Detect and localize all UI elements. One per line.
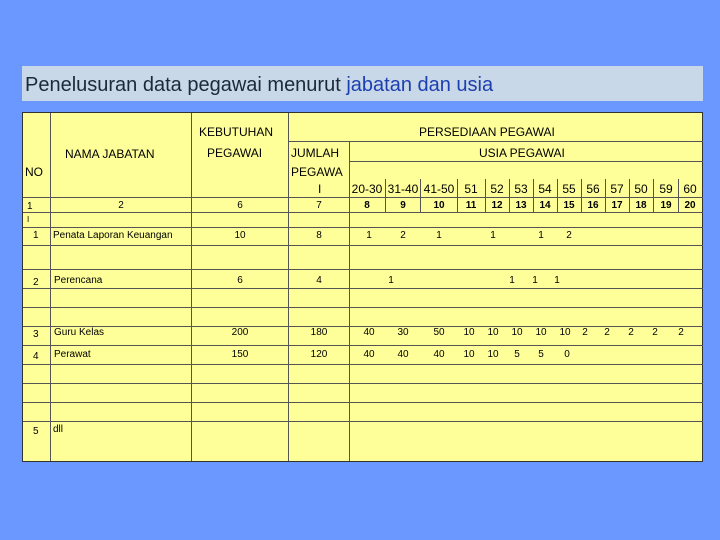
row-value: 10 [511, 327, 523, 338]
row-value: 2 [652, 327, 658, 338]
header-jumlah-pegawa: PEGAWA [291, 165, 343, 179]
row-value: 1 [532, 275, 538, 286]
row-no: 1 [33, 230, 39, 241]
row-value: 10 [463, 327, 475, 338]
row-jabatan: Guru Kelas [54, 327, 105, 338]
row-value: 50 [433, 327, 445, 338]
data-table [22, 112, 703, 462]
grid-line [629, 179, 630, 212]
row-no: 4 [33, 351, 39, 362]
row-jabatan: dll [53, 424, 64, 435]
grid-line [23, 212, 703, 213]
grid-line [557, 179, 558, 212]
row-value: 2 [582, 327, 588, 338]
row-value: 2 [678, 327, 684, 338]
age-group-header: 20-30 [351, 182, 383, 196]
col-number: 19 [660, 200, 672, 211]
grid-line [23, 345, 703, 346]
row-jumlah: 8 [316, 230, 322, 241]
row-value: 30 [397, 327, 409, 338]
row-value: 1 [436, 230, 442, 241]
grid-line [350, 161, 703, 162]
row-value: 1 [509, 275, 515, 286]
grid-line [457, 179, 458, 212]
col-number: 9 [400, 200, 406, 211]
row-value: 5 [514, 349, 520, 360]
col-number: 7 [316, 200, 322, 211]
row-value: 40 [397, 349, 409, 360]
col-number: 20 [684, 200, 696, 211]
row-jumlah: 180 [310, 327, 328, 338]
grid-line [581, 179, 582, 212]
row-kebutuhan: 200 [231, 327, 249, 338]
age-group-header: 52 [490, 182, 504, 196]
row-value: 1 [554, 275, 560, 286]
age-group-header: 59 [659, 182, 673, 196]
age-group-header: 54 [538, 182, 552, 196]
grid-line [23, 402, 703, 403]
row-no: 2 [33, 277, 39, 288]
header-kebutuhan-pegawai: PEGAWAI [207, 146, 263, 160]
col-number: 10 [433, 200, 445, 211]
row-kebutuhan: 150 [231, 349, 249, 360]
row-value: 1 [366, 230, 372, 241]
col-number: 2 [118, 200, 124, 211]
row-value: 1 [490, 230, 496, 241]
age-group-header: 55 [562, 182, 576, 196]
col-number: 6 [237, 200, 243, 211]
grid-line [385, 179, 386, 212]
row-value: 40 [363, 327, 375, 338]
header-usia: USIA PEGAWAI [479, 146, 565, 160]
header-no: NO [25, 165, 43, 179]
grid-line [288, 113, 289, 461]
row-jabatan: Perawat [54, 349, 91, 360]
col-number: 18 [635, 200, 647, 211]
grid-line [50, 113, 51, 461]
row-jabatan: Perencana [54, 275, 103, 286]
col-number: 11 [465, 200, 477, 211]
col-number: 1 [27, 201, 33, 212]
row-value: 1 [538, 230, 544, 241]
grid-line [23, 227, 703, 228]
row-value: 10 [559, 327, 571, 338]
age-group-header: 57 [610, 182, 624, 196]
grid-line [23, 421, 703, 422]
col-number: 17 [611, 200, 623, 211]
col-number: 14 [539, 200, 551, 211]
grid-line [349, 141, 350, 461]
age-group-header: 50 [634, 182, 648, 196]
header-jumlah: JUMLAH [291, 146, 340, 160]
grid-line [678, 179, 679, 212]
grid-line [485, 179, 486, 212]
row-value: 10 [535, 327, 547, 338]
grid-line [533, 179, 534, 212]
row-value: 2 [566, 230, 572, 241]
grid-line [23, 364, 703, 365]
row-value: 40 [433, 349, 445, 360]
row-value: 2 [400, 230, 406, 241]
row-value: 2 [628, 327, 634, 338]
grid-line [191, 113, 192, 461]
header-nama-jabatan: NAMA JABATAN [65, 147, 155, 161]
grid-line [23, 245, 703, 246]
grid-line [509, 179, 510, 212]
row-value: 0 [564, 349, 570, 360]
age-group-header: 41-50 [423, 182, 455, 196]
title-text: Penelusuran data pegawai menurut [25, 74, 347, 96]
row-no: 3 [33, 329, 39, 340]
grid-line [23, 307, 703, 308]
grid-line [289, 141, 703, 142]
row-kebutuhan: 10 [234, 230, 246, 241]
row-value: 10 [463, 349, 475, 360]
grid-line [23, 383, 703, 384]
grid-line [653, 179, 654, 212]
row-value: 1 [388, 275, 394, 286]
col-number: 15 [563, 200, 575, 211]
grid-line [23, 197, 703, 198]
row-value: 5 [538, 349, 544, 360]
row-value: 2 [604, 327, 610, 338]
grid-line [605, 179, 606, 212]
col-number: 13 [515, 200, 527, 211]
page-title [25, 74, 493, 97]
row-value: 10 [487, 327, 499, 338]
col-number: 8 [364, 200, 370, 211]
age-group-header: 53 [514, 182, 528, 196]
header-kebutuhan: KEBUTUHAN [199, 125, 274, 139]
grid-line [23, 288, 703, 289]
row-jabatan: Penata Laporan Keuangan [53, 230, 173, 241]
col-number: 16 [587, 200, 599, 211]
row-jumlah: 4 [316, 275, 322, 286]
row-value: 40 [363, 349, 375, 360]
age-group-header: 31-40 [387, 182, 419, 196]
row-jumlah: 120 [310, 349, 328, 360]
row-no: 5 [33, 426, 39, 437]
col-number: 12 [491, 200, 503, 211]
header-jumlah-i: I [318, 182, 322, 196]
row-value: 10 [487, 349, 499, 360]
age-group-header: 56 [586, 182, 600, 196]
header-persediaan: PERSEDIAAN PEGAWAI [419, 125, 555, 139]
age-group-header: 51 [464, 182, 478, 196]
grid-line [23, 269, 703, 270]
age-group-header: 60 [683, 182, 697, 196]
title-accent-text: jabatan dan usia [346, 74, 494, 96]
grid-line [420, 179, 421, 212]
row-kebutuhan: 6 [237, 275, 243, 286]
col-number: I [27, 215, 30, 224]
